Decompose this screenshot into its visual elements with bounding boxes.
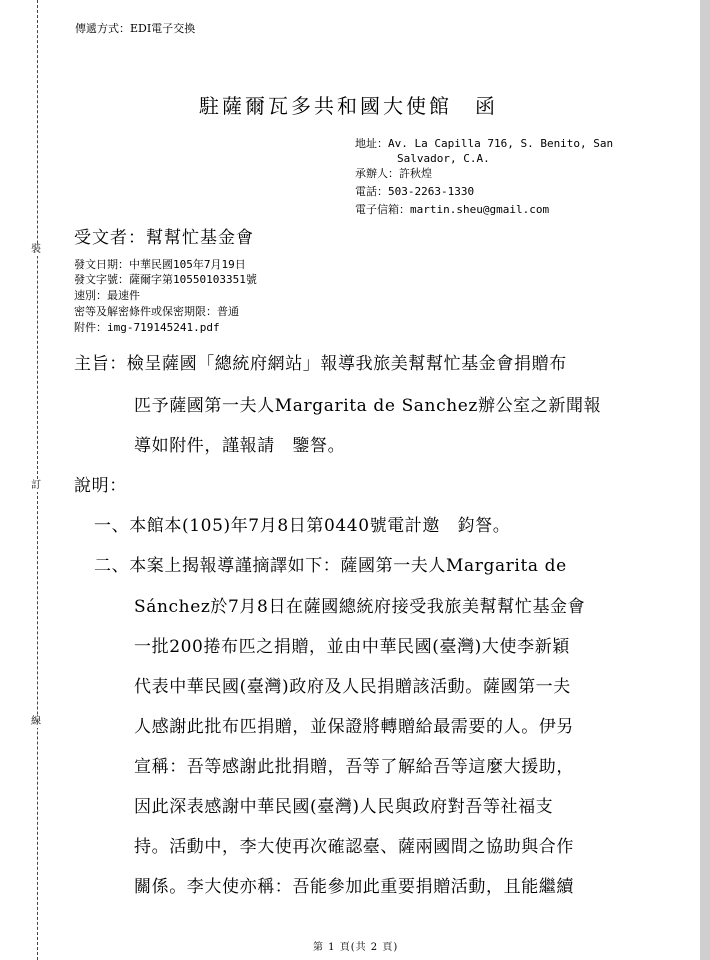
explain-item-2-line: 宣稱：吾等感謝此批捐贈，吾等了解給吾等這麼大援助， xyxy=(134,757,574,777)
explain-item-2-line: 因此深表感謝中華民國(臺灣)人民與政府對吾等社福支 xyxy=(134,797,554,817)
subject-line-2: 匹予薩國第一夫人Margarita de Sanchez辦公室之新聞報 xyxy=(134,396,602,416)
explain-heading: 說明： xyxy=(74,476,127,496)
phone: 電話：503-2263-1330 xyxy=(355,185,475,198)
explain-item-2-line: 人感謝此批布匹捐贈，並保證將轉贈給最需要的人。伊另 xyxy=(134,717,574,737)
handler: 承辦人：許秋煌 xyxy=(355,167,432,180)
transmission-method: 傳遞方式：EDI電子交換 xyxy=(75,22,196,35)
address-line-1: 地址：Av. La Capilla 716, S. Benito, San xyxy=(355,137,614,150)
binding-mark-ding: 訂 xyxy=(31,480,41,491)
issue-number: 發文字號：薩爾字第10550103351號 xyxy=(74,273,257,286)
address-line-2: Salvador, C.A. xyxy=(397,152,490,165)
subject-line-3: 導如附件，謹報請 鑒詧。 xyxy=(134,436,346,456)
subject-line-1: 主旨：檢呈薩國「總統府網站」報導我旅美幫幫忙基金會捐贈布 xyxy=(74,354,567,374)
explain-item-2-line: 關係。李大使亦稱：吾能參加此重要捐贈活動，且能繼續 xyxy=(134,877,574,897)
document-title: 駐薩爾瓦多共和國大使館 函 xyxy=(199,94,498,118)
explain-item-2-line: 持。活動中，李大使再次確認臺、薩兩國間之協助與合作 xyxy=(134,837,574,857)
binding-mark-zhuang: 裝 xyxy=(31,244,41,255)
binding-mark-xian: 線 xyxy=(31,716,41,727)
explain-item-2-line: Sánchez於7月8日在薩國總統府接受我旅美幫幫忙基金會 xyxy=(134,597,586,617)
recipient: 受文者：幫幫忙基金會 xyxy=(74,228,254,248)
page-shadow xyxy=(700,0,710,960)
explain-item-2-line: 二、本案上揭報導謹摘譯如下：薩國第一夫人Margarita de xyxy=(94,556,567,576)
secrecy-level: 密等及解密條件或保密期限：普通 xyxy=(74,305,239,318)
email: 電子信箱：martin.sheu@gmail.com xyxy=(355,203,550,216)
attachment: 附件：img-719145241.pdf xyxy=(74,321,220,334)
issue-date: 發文日期：中華民國105年7月19日 xyxy=(74,258,246,271)
explain-item-2-line: 一批200捲布匹之捐贈，並由中華民國(臺灣)大使李新穎 xyxy=(134,637,570,657)
explain-item-1: 一、本館本(105)年7月8日第0440號電計邀 鈞詧。 xyxy=(94,516,511,536)
explain-item-2-line: 代表中華民國(臺灣)政府及人民捐贈該活動。薩國第一夫 xyxy=(134,677,571,697)
speed-category: 速別：最速件 xyxy=(74,289,140,302)
page-footer: 第 1 頁(共 2 頁) xyxy=(313,942,399,953)
